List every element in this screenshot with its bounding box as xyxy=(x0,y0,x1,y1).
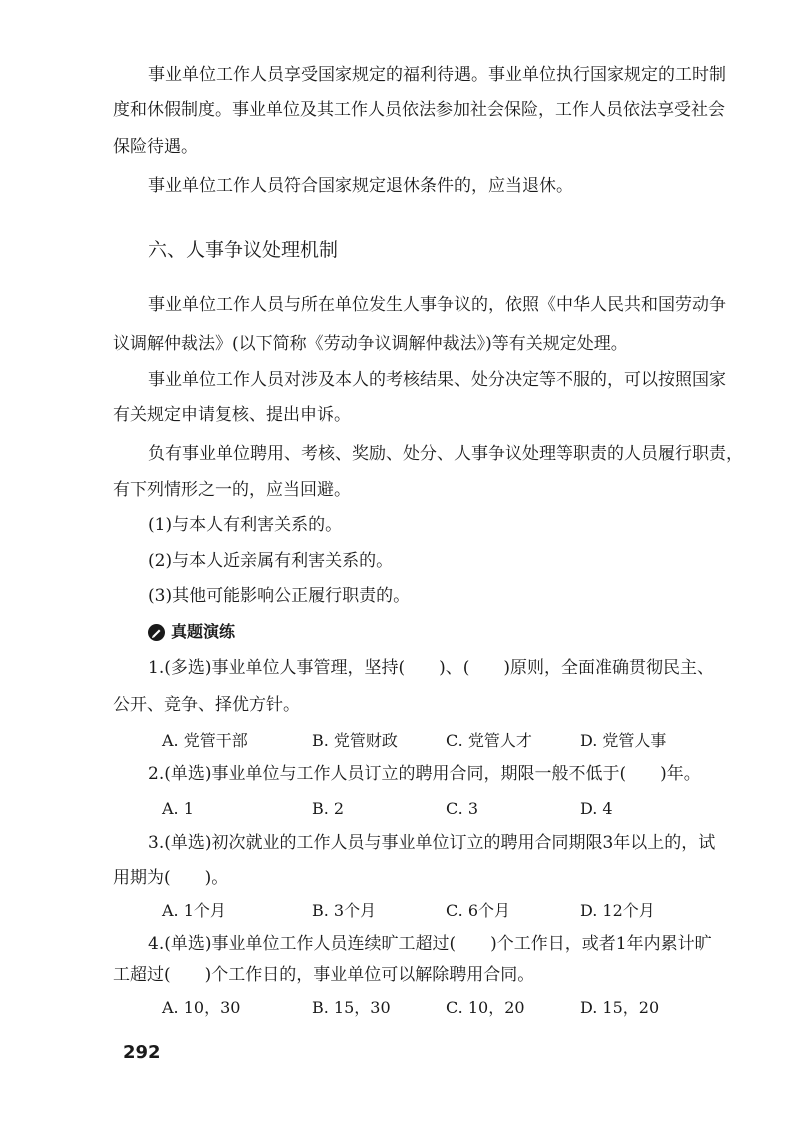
paragraph-line: 保险待遇。 xyxy=(113,137,198,157)
option: A. 1个月 xyxy=(162,901,226,920)
paragraph-line: 事业单位工作人员符合国家规定退休条件的，应当退休。 xyxy=(148,176,573,196)
paragraph-line: 事业单位工作人员享受国家规定的福利待遇。事业单位执行国家规定的工时制 xyxy=(148,65,726,85)
option: B. 3个月 xyxy=(312,901,377,920)
exercise-heading-label: 真题演练 xyxy=(171,622,236,641)
option: B. 2 xyxy=(312,799,345,818)
paragraph-line: 议调解仲裁法》(以下简称《劳动争议调解仲裁法》)等有关规定处理。 xyxy=(113,334,628,354)
list-item: (2)与本人近亲属有利害关系的。 xyxy=(148,551,394,571)
option: D. 12个月 xyxy=(580,901,655,920)
question-line: 2.(单选)事业单位与工作人员订立的聘用合同，期限一般不低于( )年。 xyxy=(148,764,701,784)
question-line: 4.(单选)事业单位工作人员连续旷工超过( )个工作日，或者1年内累计旷 xyxy=(148,934,712,954)
option: C. 10，20 xyxy=(446,998,525,1017)
question-line: 公开、竞争、择优方针。 xyxy=(113,695,300,715)
question-line: 1.(多选)事业单位人事管理，坚持( )、( )原则，全面准确贯彻民主、 xyxy=(148,658,715,678)
option: A. 党管干部 xyxy=(162,731,248,750)
option: B. 15，30 xyxy=(312,998,391,1017)
question-line: 工超过( )个工作日的，事业单位可以解除聘用合同。 xyxy=(113,965,535,985)
paragraph-line: 负有事业单位聘用、考核、奖励、处分、人事争议处理等职责的人员履行职责， xyxy=(148,444,743,464)
question-line: 3.(单选)初次就业的工作人员与事业单位订立的聘用合同期限3年以上的，试 xyxy=(148,833,716,853)
page-number: 292 xyxy=(123,1042,161,1063)
pen-badge-icon xyxy=(148,624,165,641)
option: D. 15，20 xyxy=(580,998,660,1017)
option: D. 党管人事 xyxy=(580,731,667,750)
paragraph-line: 事业单位工作人员对涉及本人的考核结果、处分决定等不服的，可以按照国家 xyxy=(148,370,726,390)
option: A. 1 xyxy=(162,799,194,818)
paragraph-line: 度和休假制度。事业单位及其工作人员依法参加社会保险，工作人员依法享受社会 xyxy=(113,100,725,120)
list-item: (1)与本人有利害关系的。 xyxy=(148,515,343,535)
paragraph-line: 事业单位工作人员与所在单位发生人事争议的，依照《中华人民共和国劳动争 xyxy=(148,295,726,315)
section-heading: 六、人事争议处理机制 xyxy=(148,239,339,261)
paragraph-line: 有下列情形之一的，应当回避。 xyxy=(113,480,351,500)
list-item: (3)其他可能影响公正履行职责的。 xyxy=(148,586,411,606)
option: C. 3 xyxy=(446,799,479,818)
question-line: 用期为( )。 xyxy=(113,868,229,888)
option: B. 党管财政 xyxy=(312,731,398,750)
exercise-heading xyxy=(148,621,235,643)
option: C. 6个月 xyxy=(446,901,511,920)
option: C. 党管人才 xyxy=(446,731,532,750)
option: A. 10，30 xyxy=(162,998,241,1017)
paragraph-line: 有关规定申请复核、提出申诉。 xyxy=(113,405,351,425)
option: D. 4 xyxy=(580,799,613,818)
